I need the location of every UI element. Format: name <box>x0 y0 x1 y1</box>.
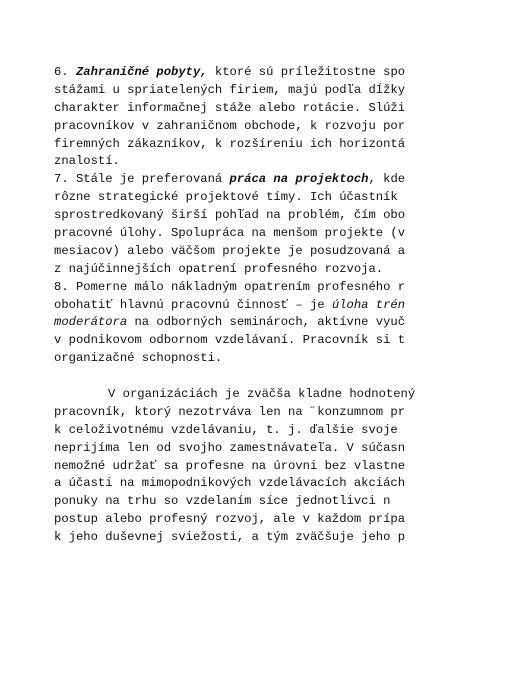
item8-emphasis-1: úloha trén <box>331 297 406 312</box>
item8-line-3 <box>54 314 511 332</box>
paragraph-line-8: postup alebo profesný rozvoj, ale v každom prípa <box>54 512 406 527</box>
item7-emphasis: práca na projektoch <box>229 172 369 187</box>
paragraph-line-1: V organizáciách je zväčša kladne hodnotený <box>108 387 416 402</box>
item7-lead: 7. Stále je preferovaná <box>54 172 230 187</box>
paragraph-line-5: nemožné udržať sa profesne na úrovni bez vlastne <box>54 458 406 473</box>
paragraph-line-3: k celoživotnému vzdelávaniu, t. j. ďalšie svoje <box>54 422 398 437</box>
item8-line-3-rest: na odborných seminároch, aktívne vyuč <box>127 315 406 330</box>
item6-number: 6. <box>54 65 76 79</box>
paragraph-line-6: a účasti na mimopodnikových vzdelávacích akciách <box>54 476 406 491</box>
item6-line-4: pracovníkov v zahraničnom obchode, k rozvoju por <box>54 118 406 133</box>
paragraph-line-2: pracovník, ktorý nezotrváva len na ˝konzumnom pr <box>54 404 406 419</box>
item6-line-5: firemných zákazníkov, k rozšíreniu ich horizontá <box>54 136 406 151</box>
item8-emphasis-2: moderátora <box>54 315 128 330</box>
item7-line-1-rest: , kde <box>368 172 406 187</box>
item7-line-1 <box>54 171 511 189</box>
paragraph-gap <box>54 368 511 386</box>
item8-line-2-lead: obohatiť hlavnú pracovnú činnosť – je <box>54 297 332 312</box>
item6-line-1-rest: ktoré sú príležitostne spo <box>207 65 406 79</box>
item8-line-2 <box>54 297 511 315</box>
item7-line-3: sprostredkovaný širší pohľad na problém, čím obo <box>54 208 406 223</box>
item7-line-2: rôzne strategické projektové tímy. Ich účastník <box>54 190 398 205</box>
item7-line-5: mesiacov) alebo väčšom projekte je posudzovaná a <box>54 243 406 258</box>
item8-line-4: v podnikovom odbornom vzdelávaní. Pracovník si t <box>54 333 406 348</box>
paragraph-line-7: ponuky na trhu so vzdelaním síce jednotlivci n <box>54 494 391 509</box>
item6-line-6: znalostí. <box>54 154 120 169</box>
item6-line-1 <box>54 64 511 82</box>
document-body <box>54 64 511 547</box>
paragraph-line-4: neprijíma len od svojho zamestnávateľa. V súčasn <box>54 440 406 455</box>
item6-line-2: stážami u spriatelených firiem, majú podľa dĺžky <box>54 82 406 97</box>
item6-emphasis: Zahraničné pobyty, <box>75 65 208 79</box>
item8-line-1: 8. Pomerne málo nákladným opatrením profesného r <box>54 279 406 294</box>
item7-line-6: z najúčinnejších opatrení profesného rozvoja. <box>54 261 384 276</box>
item7-line-4: pracovné úlohy. Spolupráca na menšom projekte (v <box>54 226 406 241</box>
paragraph-line-9: k jeho duševnej sviežosti, a tým zväčšuje jeho p <box>54 530 406 545</box>
item8-line-5: organizačné schopnosti. <box>54 351 223 366</box>
item6-line-3: charakter informačnej stáže alebo rotácie. Slúži <box>54 100 406 115</box>
